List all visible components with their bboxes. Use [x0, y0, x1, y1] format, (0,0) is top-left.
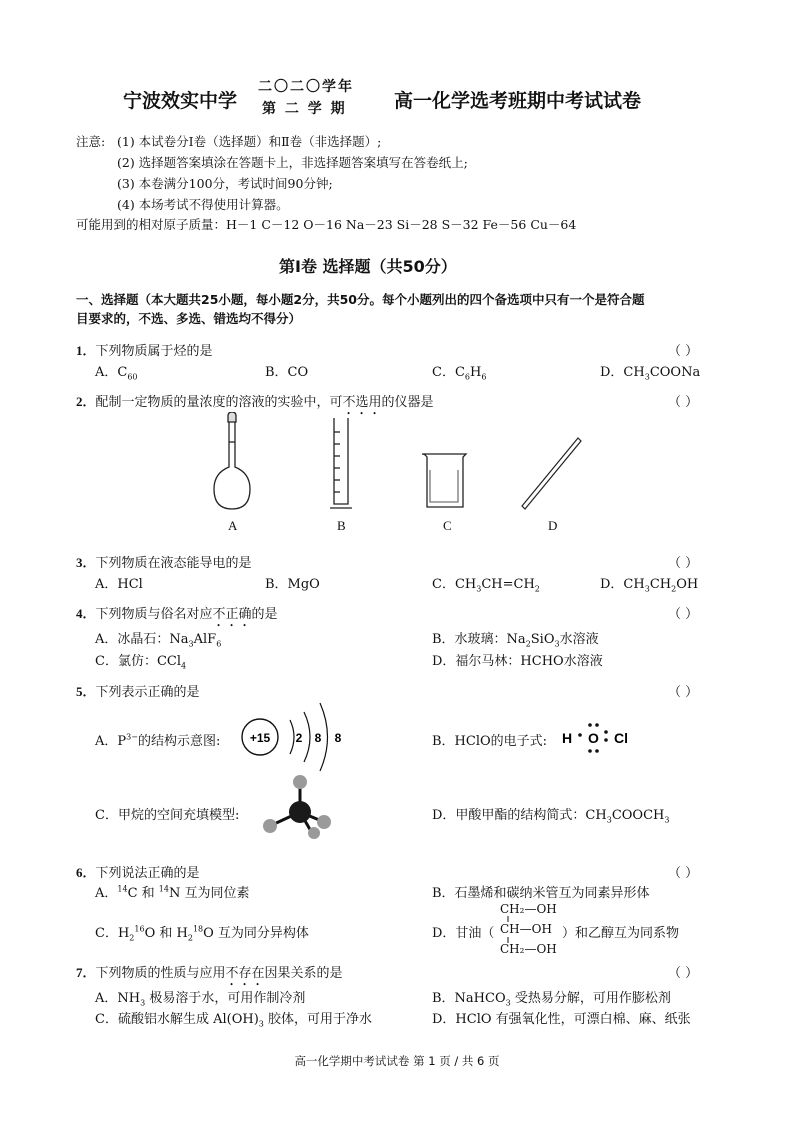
q1-option-c: C．$C_6H_6$ [432, 365, 487, 382]
q7-option-c: C．硫酸铝水解生成 $Al(OH)_3$ 胶体，可用于净水 [95, 1012, 372, 1029]
svg-text:H: H [562, 730, 573, 746]
q3-option-b: B．MgO [265, 577, 320, 592]
note-item: (1) 本试卷分Ⅰ卷（选择题）和Ⅱ卷（非选择题）; [117, 134, 382, 149]
q3-option-a: A．HCl [95, 577, 143, 592]
apparatus-label-d: D [548, 518, 558, 533]
semester: 第 二 学 期 [262, 101, 347, 117]
nucleus-charge: +15 [249, 731, 271, 745]
section-instruction: 目要求的，不选、多选、错选均不得分） [76, 311, 302, 326]
answer-paren: （ ） [668, 607, 699, 622]
q5-option-c: C．甲烷的空间充填模型: [95, 808, 240, 823]
answer-paren: （ ） [668, 966, 699, 981]
notes-label: 注意: [76, 134, 106, 149]
q6-option-a: A．$^{14}$C 和 $^{14}$N 互为同位素 [95, 884, 250, 901]
shell-electrons: 8 [334, 731, 342, 745]
glycerol-formula-mid: CH—OH [500, 922, 552, 936]
apparatus-label-a: A [228, 518, 238, 533]
q5-option-a: A．$P^{3-}$的结构示意图: [95, 732, 221, 749]
q3-option-c: C．$CH_3CH=CH_2$ [432, 577, 540, 594]
answer-paren: （ ） [668, 344, 699, 359]
section-instruction: 一、选择题（本大题共25小题，每小题2分，共50分。每个小题列出的四个备选项中只有一个是符合题 [76, 292, 645, 307]
svg-text:Cl: Cl [614, 730, 628, 746]
q6-option-d: D．甘油（ [432, 926, 495, 941]
svg-text:O: O [588, 730, 599, 746]
q7-option-a: A．$NH_3$ 极易溶于水，可用作制冷剂 [95, 991, 306, 1008]
question-6-stem: 6．下列说法正确的是 [76, 865, 200, 881]
shell-electrons: 8 [314, 731, 322, 745]
answer-paren: （ ） [668, 866, 699, 881]
question-3-stem: 3．下列物质在液态能导电的是 [76, 555, 252, 571]
answer-paren: （ ） [668, 556, 699, 571]
q6-option-c: C．$H_2^{16}O$ 和 $H_2^{18}O$ 互为同分异构体 [95, 924, 309, 943]
q7-option-d: D．HClO 有强氧化性，可漂白棉、麻、纸张 [432, 1012, 691, 1027]
q1-option-a: A．$C_{60}$ [95, 365, 138, 382]
page-footer: 高一化学期中考试试卷 第 1 页 / 共 6 页 [294, 1054, 500, 1068]
note-item: (4) 本场考试不得使用计算器。 [117, 197, 289, 212]
answer-paren: （ ） [668, 685, 699, 700]
q4-option-a: A．冰晶石：$Na_3AlF_6$ [95, 632, 222, 649]
q1-option-d: D．$CH_3COONa$ [600, 365, 701, 382]
q6-option-d-tail: ）和乙醇互为同系物 [562, 926, 680, 941]
shell-electrons: 2 [295, 731, 303, 745]
note-item: (3) 本卷满分100分，考试时间90分钟; [117, 176, 333, 191]
school-year: 二〇二〇学年 [258, 79, 354, 95]
glycerol-formula-bottom: CH₂—OH [500, 942, 557, 956]
section-title: 第Ⅰ卷 选择题（共50分） [279, 257, 457, 276]
q6-option-b: B．石墨烯和碳纳米管互为同素异形体 [432, 886, 650, 901]
atomic-structure-diagram [238, 698, 358, 778]
graduated-cylinder-icon [330, 418, 352, 508]
beaker-icon [422, 454, 466, 507]
atomic-masses: 可能用到的相对原子质量：H－1 C－12 O－16 Na－23 Si－28 S－32 Fe－56 Cu－64 [76, 217, 577, 232]
answer-paren: （ ） [668, 395, 699, 410]
volumetric-flask-icon [214, 412, 250, 509]
q5-option-d: D．甲酸甲酯的结构简式：$CH_3COOCH_3$ [432, 808, 670, 825]
question-7-stem: 7．下列物质的性质与应用不存在因果关系的是 [76, 965, 343, 981]
q4-option-b: B．水玻璃：$Na_2SiO_3$水溶液 [432, 632, 599, 649]
bond-lines [505, 916, 511, 946]
electron-dot-formula [558, 718, 638, 758]
lab-apparatus-figure [200, 412, 600, 512]
apparatus-label-c: C [443, 518, 452, 533]
q4-option-d: D．福尔马林：HCHO水溶液 [432, 654, 603, 669]
q4-option-c: C．氯仿：CCl$_4$ [95, 654, 187, 671]
question-5-stem: 5．下列表示正确的是 [76, 684, 200, 700]
q3-option-d: D．$CH_3CH_2OH$ [600, 577, 699, 594]
exam-title: 高一化学选考班期中考试试卷 [394, 90, 642, 112]
methane-space-filling-model-icon [254, 770, 338, 842]
note-item: (2) 选择题答案填涂在答题卡上，非选择题答案填写在答卷纸上; [117, 155, 468, 170]
q5-option-b: B．HClO的电子式: [432, 734, 548, 749]
q1-option-b: B．CO [265, 365, 309, 380]
question-1-stem: 1．下列物质属于烃的是 [76, 343, 213, 359]
glass-rod-icon [522, 438, 581, 509]
question-4-stem: 4．下列物质与俗名对应不正确的是 [76, 606, 278, 622]
q7-option-b: B．NaHCO$_3$ 受热易分解，可用作膨松剂 [432, 991, 671, 1008]
apparatus-label-b: B [337, 518, 346, 533]
school-name: 宁波效实中学 [123, 90, 238, 112]
question-2-stem: 2．配制一定物质的量浓度的溶液的实验中，可不选用的仪器是 [76, 394, 434, 410]
glycerol-formula-top: CH₂—OH [500, 902, 557, 916]
